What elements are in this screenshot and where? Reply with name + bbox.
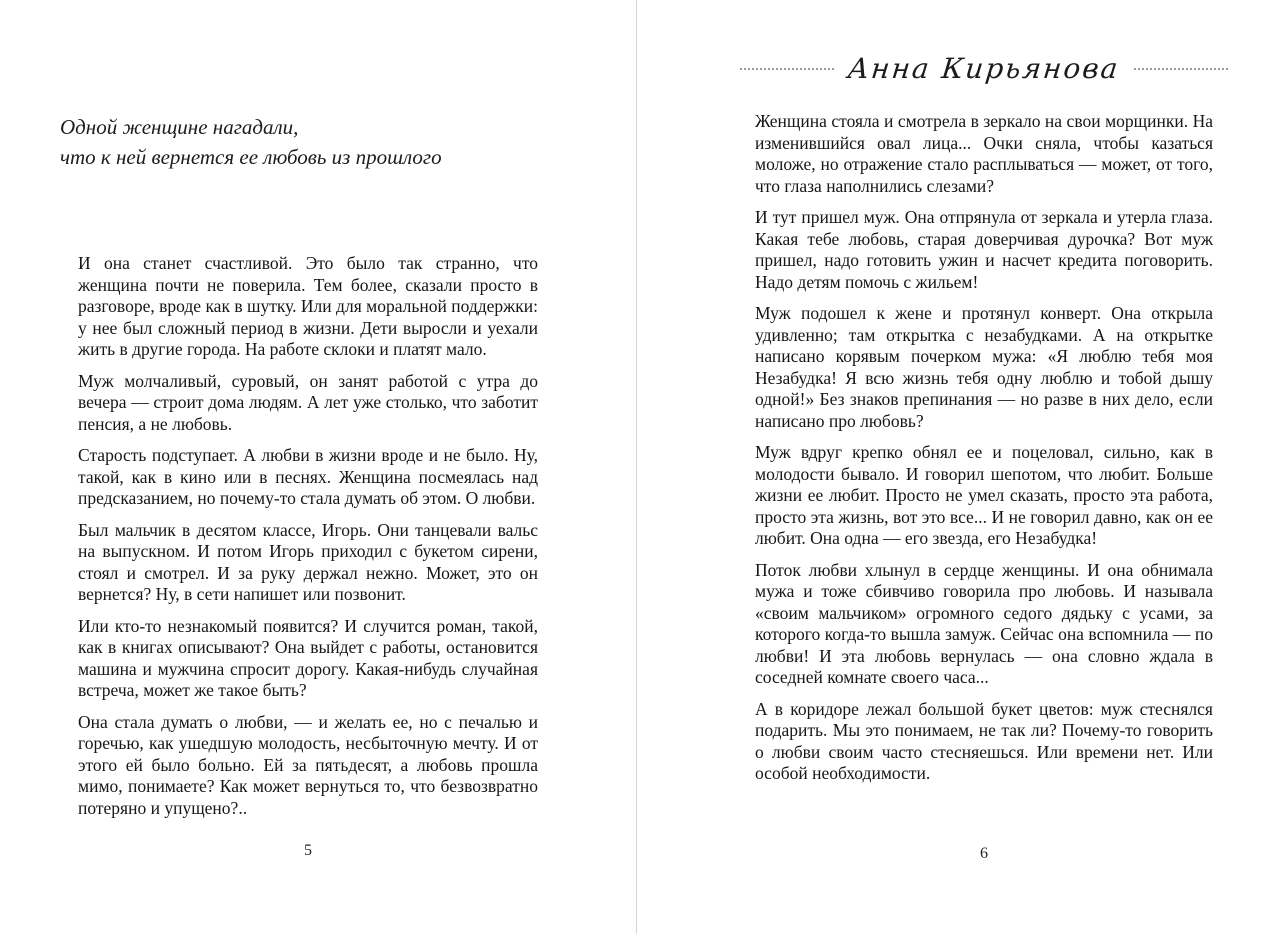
body-paragraph: Старость подступает. А любви в жизни вроде и не было. Ну, такой, как в кино или в песнях. Женщина посмеялась над предсказанием, но почему-то стала думать об этом. О любви. (78, 445, 538, 508)
body-paragraph: И тут пришел муж. Она отпрянула от зеркала и утерла глаза. Какая тебе любовь, старая доверчивая дурочка? Вот муж пришел, надо готовить ужин и насчет кредита поговорить. Надо детям помочь с жильем! (755, 207, 1213, 292)
body-paragraph: А в коридоре лежал большой букет цветов: муж стеснялся подарить. Мы это понимаем, не так ли? Почему-то говорить о любви своим часто стесняешься. Или времени нет. Или особой необходимости. (755, 698, 1213, 783)
body-paragraph: Поток любви хлынул в сердце женщины. И она обнимала мужа и тоже сбивчиво говорила про любовь. И называла «своим мальчиком» огромного седого дядьку с усами, за которого когда-то вышла замуж. Сейчас она вспомнила — по любви! И эта любовь вернулась — она словно ждала в соседней комнате своего часа... (755, 559, 1213, 687)
body-paragraph: Она стала думать о любви, — и желать ее, но с печалью и горечью, как ушедшую молодость, несбыточную мечту. И от этого ей было больно. Ей за пятьдесят, а любовь прошла мимо, понимаете? Как может вернуться то, что безвозвратно потеряно и упущено?.. (78, 711, 538, 818)
body-paragraph: И она станет счастливой. Это было так странно, что женщина почти не поверила. Тем более, сказали просто в разговоре, вроде как в шутку. Или для моральной поддержки: у нее был сложный период в жизни. Дети выросли и уехали жить в другие города. На работе склоки и платят мало. (78, 253, 538, 359)
body-paragraph: Женщина стояла и смотрела в зеркало на свои морщинки. На изменившийся овал лица... Очки сняла, чтобы казаться моложе, но отражение стало расплываться — может, от того, что глаза наполнились слезами? (755, 111, 1213, 196)
page-number-left: 5 (304, 842, 312, 859)
chapter-title-line-2: что к ней вернется ее любовь из прошлого (60, 145, 442, 169)
body-paragraph: Или кто-то незнакомый появится? И случится роман, такой, как в книгах описывают? Она выйдет с работы, остановится машина и мужчина спросит дорогу. Какая-нибудь случайная встреча, может же такое быть? (78, 615, 538, 700)
author-name: Анна Кирьянова (846, 52, 1122, 85)
body-paragraph: Муж вдруг крепко обнял ее и поцеловал, сильно, как в молодости бывало. И говорил шепотом, что любит. Больше жизни ее любит. Просто не умел сказать, просто эта работа, просто эта жизнь, вот это все... И не говорил давно, как он ее любит. Она одна — его звезда, его Незабудка! (755, 442, 1213, 548)
page-gutter-divider (636, 0, 637, 934)
running-header (740, 52, 1228, 86)
header-ornament-left (740, 68, 834, 70)
body-paragraph: Муж молчаливый, суровый, он занят работой с утра до вечера — строит дома людям. А лет уже столько, что заботит пенсия, а не любовь. (78, 370, 538, 434)
page-number-right: 6 (980, 845, 988, 862)
left-page-body (78, 253, 538, 829)
chapter-title-line-1: Одной женщине нагадали, (60, 115, 299, 139)
chapter-title (60, 112, 442, 172)
body-paragraph: Был мальчик в десятом классе, Игорь. Они танцевали вальс на выпускном. И потом Игорь приходил с букетом сирени, стоял и смотрел. И за руку держал нежно. Может, это он вернется? Ну, в сети напишет или позвонит. (78, 519, 538, 604)
header-ornament-right (1134, 68, 1228, 70)
body-paragraph: Муж подошел к жене и протянул конверт. Она открыла удивленно; там открытка с незабудками. А на открытке написано корявым почерком мужа: «Я люблю тебя моя Незабудка! Я всю жизнь тебя одну люблю и тобой дышу одной!» Без знаков препинания — но разве в них дело, если написано про любовь? (755, 303, 1213, 431)
right-page-body (755, 111, 1213, 795)
